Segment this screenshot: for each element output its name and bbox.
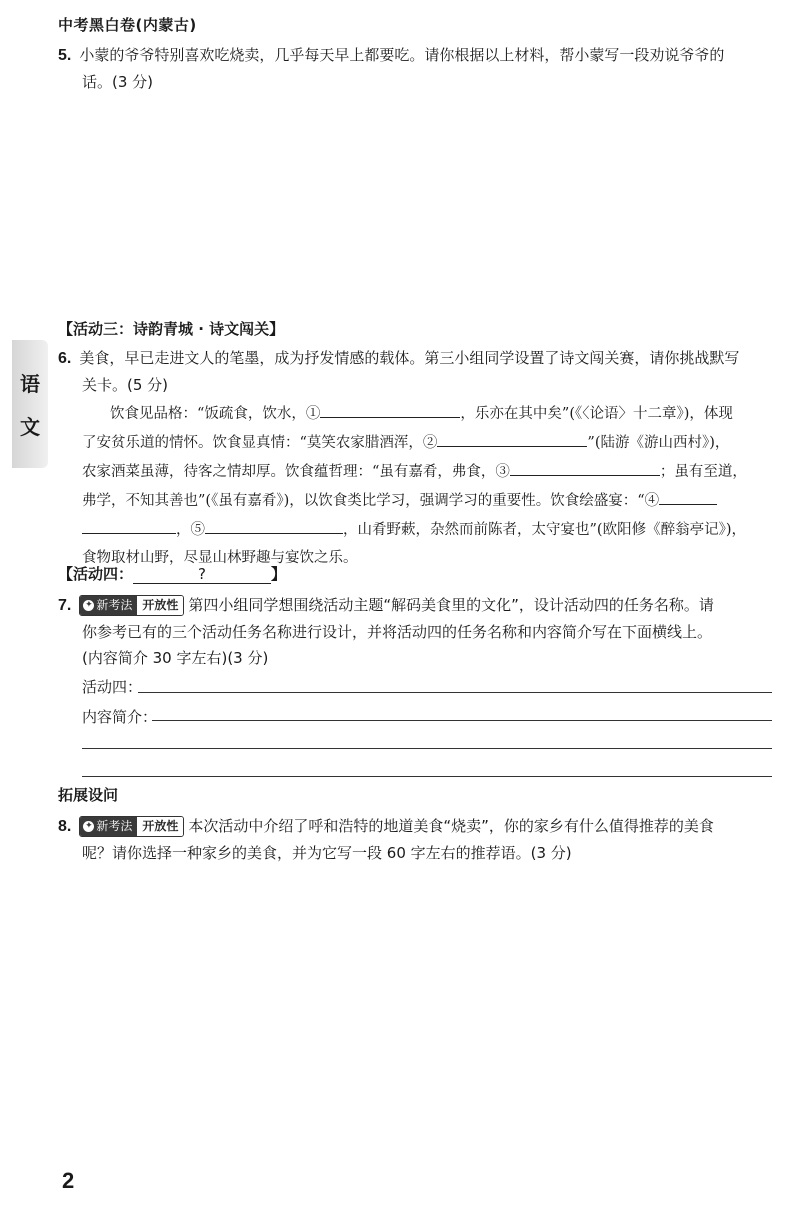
question-text: 第四小组同学想围绕活动主题“解码美食里的文化”，设计活动四的任务名称。请 xyxy=(188,596,714,614)
activity-4-question-mark: ? xyxy=(198,565,206,583)
passage-text: 农家酒菜虽薄，待客之情却厚。饮食蕴哲理：“虽有嘉肴，弗食，③ xyxy=(82,464,510,480)
passage-text: 饮食见品格：“饭疏食，饮水，① xyxy=(110,406,321,422)
badge-new-method: 新考法 xyxy=(96,598,133,612)
question-type-badge xyxy=(79,816,184,837)
badge-open-ended: 开放性 xyxy=(137,817,183,836)
question-number: 6. xyxy=(58,350,72,367)
badge-new-method: 新考法 xyxy=(96,819,133,833)
activity-4-suffix: 】 xyxy=(271,565,287,583)
passage-text: 了安贫乐道的情怀。饮食显真情：“莫笑农家腊酒浑，② xyxy=(82,435,438,451)
label-activity-4: 活动四： xyxy=(82,678,143,696)
activity-3-title: 【活动三：诗韵青城 · 诗文闯关】 xyxy=(58,320,285,338)
activity-4-prefix: 【活动四： xyxy=(58,565,134,583)
poetry-passage xyxy=(82,399,782,572)
activity-4-blank[interactable] xyxy=(133,565,271,584)
answer-line-intro-2[interactable] xyxy=(82,748,772,749)
passage-text: ”(陆游《游山西村》)， xyxy=(587,435,730,451)
page-number: 2 xyxy=(62,1168,75,1193)
question-text: 话。(3 分) xyxy=(82,73,154,91)
question-6 xyxy=(58,345,780,398)
question-text: 美食，早已走进文人的笔墨，成为抒发情感的载体。第三小组同学设置了诗文闯关赛，请你挑战默写 xyxy=(79,349,740,367)
fill-blank-3[interactable] xyxy=(510,457,660,476)
passage-text: ，山肴野蔌，杂然而前陈者，太守宴也”(欧阳修《醉翁亭记》)， xyxy=(343,522,746,538)
side-tab-char: 语 xyxy=(20,372,40,396)
page-header-title: 中考黑白卷(内蒙古) xyxy=(58,16,197,34)
lightbulb-icon: ✦ xyxy=(85,600,93,610)
fill-blank-1[interactable] xyxy=(320,399,460,418)
label-content-intro: 内容简介： xyxy=(82,708,158,726)
lightbulb-icon: ✦ xyxy=(85,821,93,831)
question-8 xyxy=(58,813,780,866)
fill-blank-4[interactable] xyxy=(659,486,717,505)
question-text: 呢？请你选择一种家乡的美食，并为它写一段 60 字左右的推荐语。(3 分) xyxy=(82,844,572,862)
question-text: 关卡。(5 分) xyxy=(82,376,169,394)
answer-line-intro-3[interactable] xyxy=(82,776,772,777)
question-text: 本次活动中介绍了呼和浩特的地道美食“烧卖”，你的家乡有什么值得推荐的美食 xyxy=(188,817,714,835)
passage-text: 食物取材山野，尽显山林野趣与宴饮之乐。 xyxy=(82,550,358,566)
side-tab-char: 文 xyxy=(20,415,40,439)
passage-text: 弗学，不知其善也”(《虽有嘉肴》)，以饮食类比学习，强调学习的重要性。饮食绘盛宴：“④ xyxy=(82,493,660,509)
answer-line-intro-1[interactable] xyxy=(152,720,772,721)
activity-4-title xyxy=(58,563,286,584)
question-number: 8. xyxy=(58,818,72,835)
question-number: 7. xyxy=(58,597,72,614)
question-number: 5. xyxy=(58,47,72,64)
question-text: 小蒙的爷爷特别喜欢吃烧卖，几乎每天早上都要吃。请你根据以上材料，帮小蒙写一段劝说爷爷的 xyxy=(79,46,725,64)
fill-blank-2[interactable] xyxy=(437,428,587,447)
passage-text: ，⑤ xyxy=(176,522,205,538)
passage-text: ，乐亦在其中矣”(《〈论语〉十二章》)，体现 xyxy=(460,406,733,422)
fill-blank-5[interactable] xyxy=(205,515,343,534)
answer-line-activity-name[interactable] xyxy=(138,692,772,693)
passage-text: ；虽有至道， xyxy=(659,464,747,480)
question-text: (内容简介 30 字左右)(3 分) xyxy=(82,649,269,667)
subject-side-tab xyxy=(12,340,48,468)
extension-title: 拓展设问 xyxy=(58,786,119,804)
question-7 xyxy=(58,592,780,671)
question-5 xyxy=(58,42,778,95)
question-text: 你参考已有的三个活动任务名称进行设计，并将活动四的任务名称和内容简介写在下面横线上。 xyxy=(82,623,713,641)
fill-blank-4-continued[interactable] xyxy=(82,515,176,534)
badge-open-ended: 开放性 xyxy=(137,596,183,615)
question-type-badge xyxy=(79,595,184,616)
